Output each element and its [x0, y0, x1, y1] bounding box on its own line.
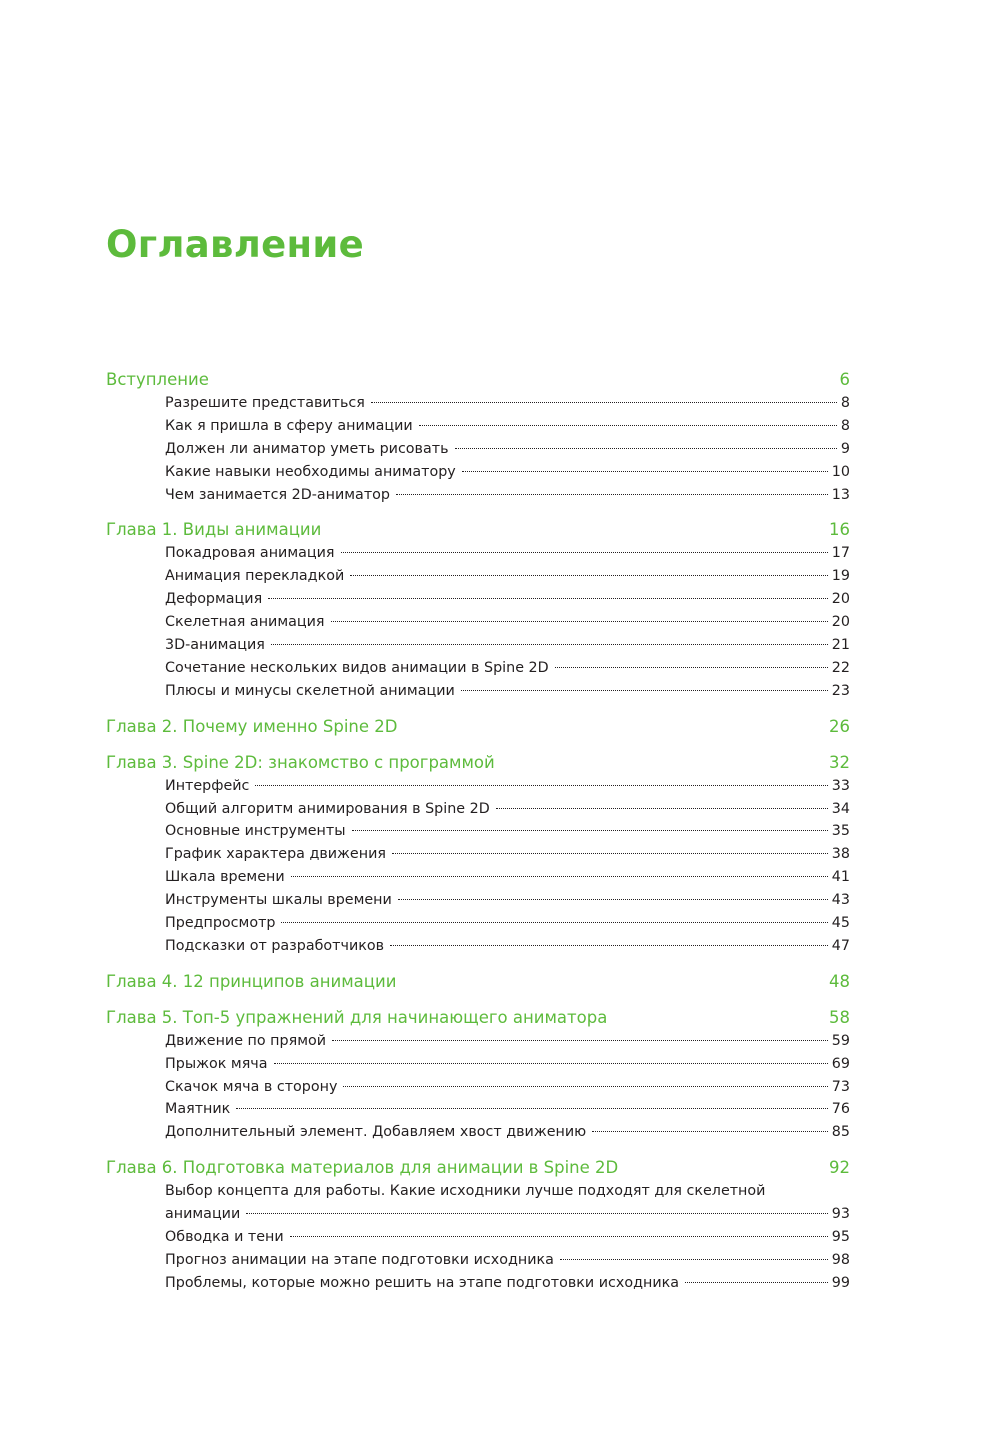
dot-leader: [555, 667, 828, 668]
section-page-number: 9: [840, 440, 850, 457]
dot-leader: [332, 1040, 828, 1041]
section-title: Должен ли аниматор уметь рисовать: [165, 440, 449, 457]
dot-leader: [392, 853, 828, 854]
section-page-number: 13: [831, 486, 850, 503]
section-title: 3D-анимация: [165, 637, 265, 654]
toc-chapter: [106, 368, 850, 506]
section-title: Предпросмотр: [165, 915, 276, 932]
chapter-title: Глава 4. 12 принципов анимации: [106, 971, 397, 991]
section-title: Подсказки от разработчиков: [165, 937, 385, 954]
toc-section-entry[interactable]: [165, 415, 850, 438]
chapter-page-number: 92: [829, 1158, 850, 1178]
section-page-number: 20: [831, 591, 850, 608]
section-page-number: 59: [831, 1032, 850, 1049]
dot-leader: [371, 402, 837, 403]
toc-section-entry[interactable]: [165, 1030, 850, 1053]
toc-section-entry[interactable]: [165, 565, 850, 588]
section-page-number: 20: [831, 614, 850, 631]
chapter-title: Глава 6. Подготовка материалов для анимации в Spine 2D: [106, 1158, 619, 1178]
section-page-number: 10: [831, 463, 850, 480]
section-page-number: 76: [831, 1101, 850, 1118]
toc-section-entry[interactable]: [165, 657, 850, 680]
section-page-number: 45: [831, 915, 850, 932]
toc-section-entry[interactable]: [165, 461, 850, 484]
chapter-page-number: 26: [829, 716, 850, 736]
chapter-heading[interactable]: [106, 1006, 850, 1030]
toc-section-entry[interactable]: [165, 588, 850, 611]
toc-section-entry[interactable]: [165, 1076, 850, 1099]
section-title: Скачок мяча в сторону: [165, 1078, 338, 1095]
section-page-number: 43: [831, 892, 850, 909]
section-page-number: 38: [831, 846, 850, 863]
dot-leader: [331, 621, 828, 622]
chapter-title: Вступление: [106, 370, 209, 389]
chapter-page-number: 6: [839, 370, 850, 389]
chapter-title: Глава 2. Почему именно Spine 2D: [106, 716, 398, 736]
chapter-page-number: 48: [829, 971, 850, 991]
chapter-title: Глава 1. Виды анимации: [106, 520, 322, 540]
toc-section-entry[interactable]: [165, 889, 850, 912]
dot-leader: [455, 448, 837, 449]
toc-section-entry[interactable]: [165, 1226, 850, 1249]
section-page-number: 22: [831, 659, 850, 676]
dot-leader: [398, 899, 828, 900]
section-title: Прогноз анимации на этапе подготовки исходника: [165, 1251, 554, 1268]
section-page-number: 93: [831, 1206, 850, 1223]
section-title: График характера движения: [165, 846, 386, 863]
dot-leader: [352, 830, 828, 831]
section-page-number: 8: [840, 395, 850, 411]
section-page-number: 8: [840, 417, 850, 434]
toc-section-entry[interactable]: [165, 484, 850, 507]
dot-leader: [236, 1108, 827, 1109]
toc-chapter: [106, 518, 850, 702]
section-title: Движение по прямой: [165, 1032, 327, 1049]
section-title: Инструменты шкалы времени: [165, 892, 392, 909]
section-title: Сочетание нескольких видов анимации в Spine 2D: [165, 659, 549, 676]
toc-section-entry[interactable]: [165, 843, 850, 866]
page-title: Оглавление: [106, 223, 365, 266]
dot-leader: [685, 1282, 828, 1283]
dot-leader: [268, 598, 828, 599]
section-title: Покадровая анимация: [165, 545, 335, 562]
section-page-number: 33: [831, 777, 850, 794]
chapter-heading[interactable]: [106, 715, 850, 739]
dot-leader: [350, 575, 828, 576]
section-page-number: 98: [831, 1251, 850, 1268]
dot-leader: [592, 1131, 828, 1132]
toc-section-entry[interactable]: [165, 935, 850, 958]
chapter-heading[interactable]: [106, 518, 850, 542]
toc-section-entry[interactable]: [165, 611, 850, 634]
section-page-number: 85: [831, 1124, 850, 1141]
dot-leader: [496, 808, 828, 809]
toc-chapter: [106, 1156, 850, 1294]
toc-section-entry[interactable]: [165, 1180, 850, 1226]
section-page-number: 99: [831, 1274, 850, 1291]
section-title: Как я пришла в сферу анимации: [165, 417, 413, 434]
chapter-page-number: 58: [829, 1007, 850, 1027]
section-title: Анимация перекладкой: [165, 568, 345, 585]
section-page-number: 95: [831, 1229, 850, 1246]
section-title: Плюсы и минусы скелетной анимации: [165, 682, 455, 699]
section-title: Общий алгоритм анимирования в Spine 2D: [165, 800, 490, 817]
section-list: [106, 1180, 850, 1294]
section-title: Интерфейс: [165, 777, 250, 794]
toc-section-entry[interactable]: [165, 866, 850, 889]
toc-section-entry[interactable]: [165, 798, 850, 821]
dot-leader: [290, 1236, 828, 1237]
toc-section-entry[interactable]: [165, 634, 850, 657]
section-page-number: 17: [831, 545, 850, 562]
section-page-number: 19: [831, 568, 850, 585]
toc-section-entry[interactable]: [165, 1053, 850, 1076]
section-title-row-2: [165, 1203, 850, 1226]
dot-leader: [255, 785, 827, 786]
table-of-contents: [106, 368, 850, 1295]
section-title: Обводка и тени: [165, 1229, 284, 1246]
toc-chapter: [106, 1006, 850, 1144]
section-title: Скелетная анимация: [165, 614, 325, 631]
section-list: [106, 1030, 850, 1144]
toc-section-entry[interactable]: [165, 438, 850, 461]
section-page-number: 34: [831, 800, 850, 817]
section-page-number: 35: [831, 823, 850, 840]
section-list: [106, 775, 850, 958]
toc-section-entry[interactable]: [165, 680, 850, 703]
toc-section-entry[interactable]: [165, 1272, 850, 1295]
toc-section-entry[interactable]: [165, 1249, 850, 1272]
chapter-heading[interactable]: [106, 970, 850, 994]
dot-leader: [281, 922, 827, 923]
chapter-heading[interactable]: [106, 368, 850, 392]
section-title: Проблемы, которые можно решить на этапе подготовки исходника: [165, 1274, 680, 1291]
section-title-line-1: Выбор концепта для работы. Какие исходники лучше подходят для скелетной: [165, 1183, 766, 1200]
toc-section-entry[interactable]: [165, 392, 850, 415]
section-title: Шкала времени: [165, 869, 285, 886]
section-page-number: 69: [831, 1055, 850, 1072]
toc-section-entry[interactable]: [165, 775, 850, 798]
dot-leader: [396, 494, 828, 495]
toc-chapter: [106, 715, 850, 739]
section-title: Прыжок мяча: [165, 1055, 268, 1072]
section-page-number: 23: [831, 682, 850, 699]
section-page-number: 47: [831, 937, 850, 954]
section-page-number: 41: [831, 869, 850, 886]
section-title: Маятник: [165, 1101, 231, 1118]
toc-section-entry[interactable]: [165, 1098, 850, 1121]
dot-leader: [419, 425, 837, 426]
dot-leader: [390, 945, 828, 946]
section-page-number: 21: [831, 637, 850, 654]
toc-section-entry[interactable]: [165, 912, 850, 935]
section-title: Чем занимается 2D-аниматор: [165, 486, 390, 503]
dot-leader: [271, 644, 828, 645]
dot-leader: [461, 690, 828, 691]
section-page-number: 73: [831, 1078, 850, 1095]
toc-section-entry[interactable]: [165, 542, 850, 565]
dot-leader: [560, 1259, 828, 1260]
chapter-heading[interactable]: [106, 751, 850, 775]
chapter-page-number: 32: [829, 752, 850, 772]
chapter-page-number: 16: [829, 520, 850, 540]
section-title: Деформация: [165, 591, 263, 608]
dot-leader: [274, 1063, 828, 1064]
toc-chapter: [106, 751, 850, 958]
toc-chapter: [106, 970, 850, 994]
section-list: [106, 542, 850, 702]
dot-leader: [341, 552, 828, 553]
section-title: Какие навыки необходимы аниматору: [165, 463, 456, 480]
dot-leader: [343, 1086, 827, 1087]
section-title: Разрешите представиться: [165, 395, 365, 411]
toc-section-entry[interactable]: [165, 820, 850, 843]
section-title-line-2: анимации: [165, 1206, 241, 1223]
dot-leader: [246, 1213, 828, 1214]
chapter-title: Глава 5. Топ-5 упражнений для начинающего аниматора: [106, 1007, 608, 1027]
dot-leader: [291, 876, 828, 877]
section-title: Основные инструменты: [165, 823, 346, 840]
dot-leader: [462, 471, 828, 472]
section-list: [106, 392, 850, 506]
chapter-heading[interactable]: [106, 1156, 850, 1180]
toc-section-entry[interactable]: [165, 1121, 850, 1144]
chapter-title: Глава 3. Spine 2D: знакомство с программой: [106, 752, 495, 772]
section-title: Дополнительный элемент. Добавляем хвост движению: [165, 1124, 587, 1141]
